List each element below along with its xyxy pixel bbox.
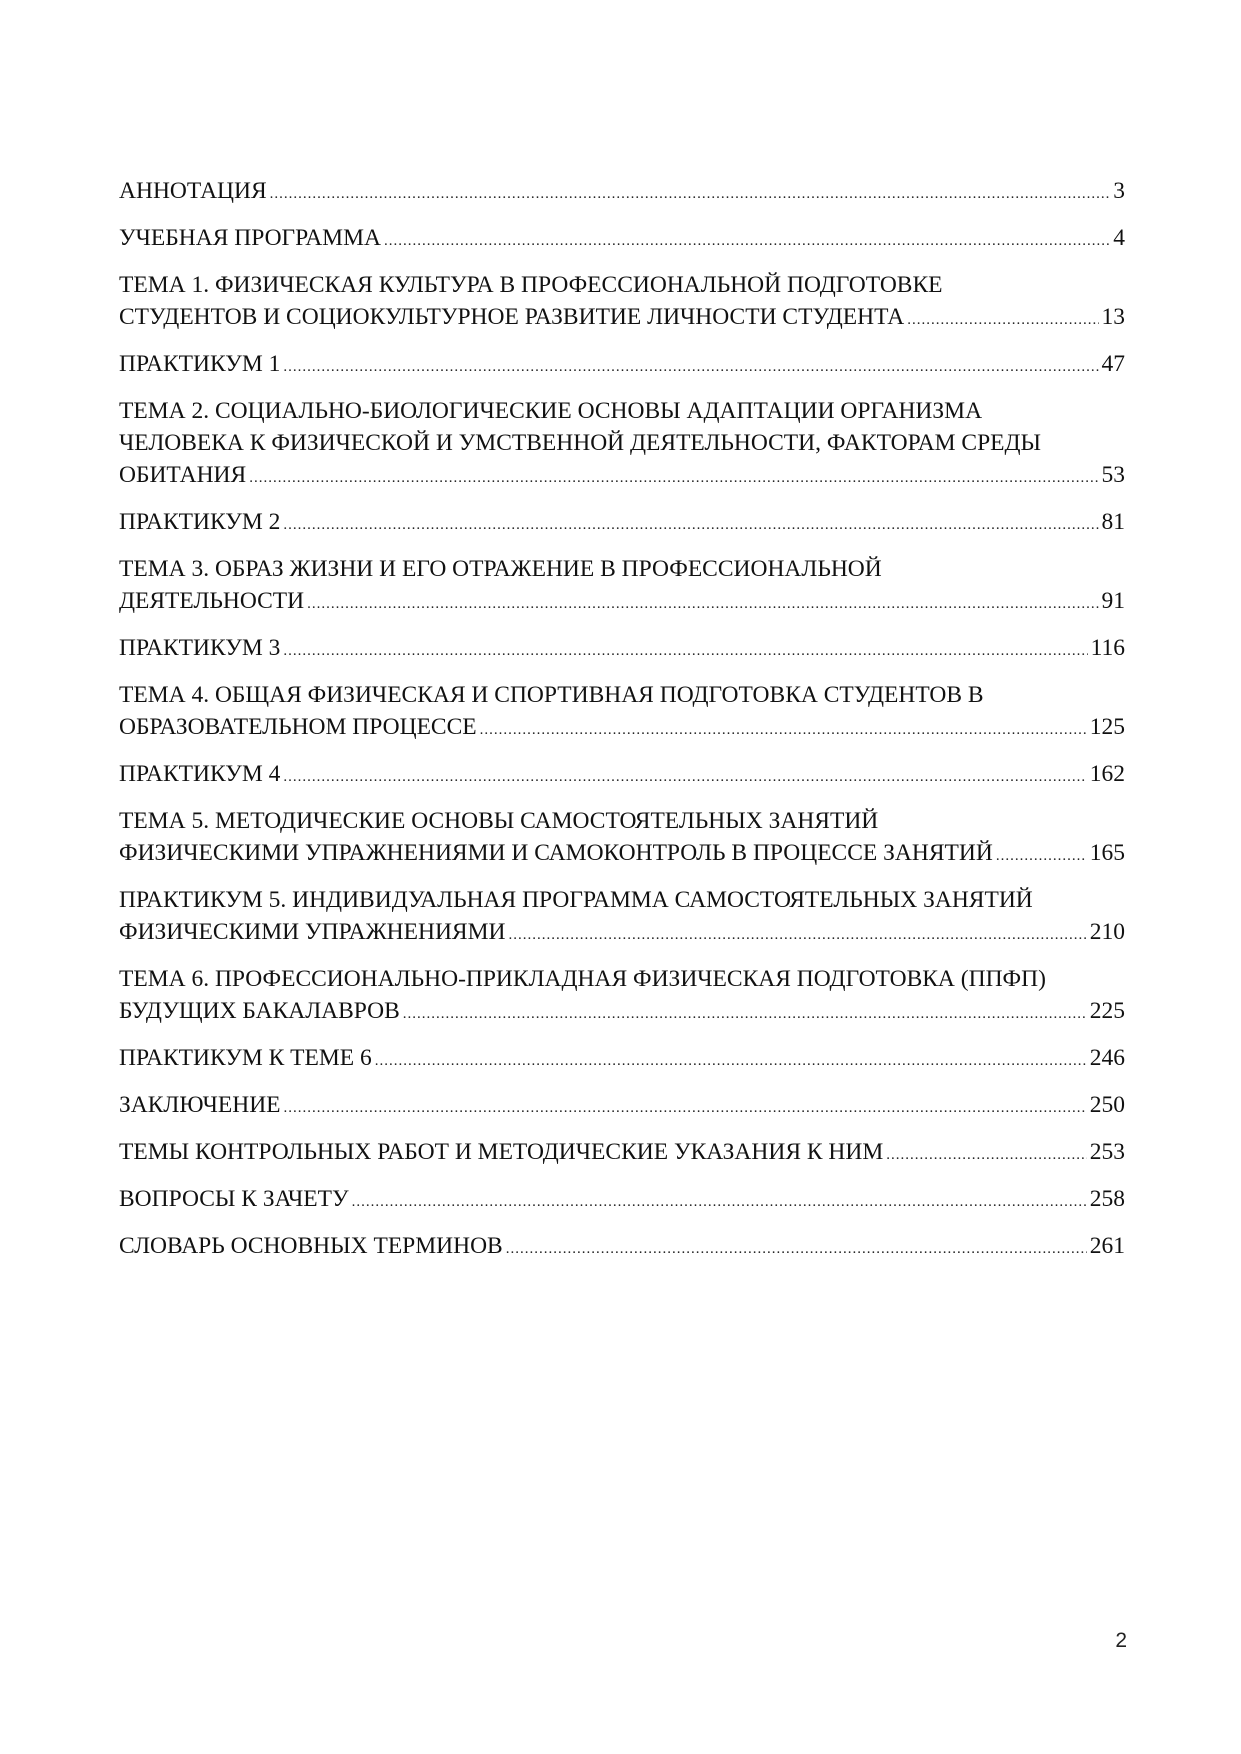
toc-entry-last-line bbox=[119, 1089, 1125, 1124]
toc-entry-last-line bbox=[119, 1230, 1125, 1265]
toc-entry[interactable] bbox=[119, 222, 1125, 257]
table-of-contents bbox=[119, 175, 1125, 1277]
toc-entry-title-line: ТЕМА 6. ПРОФЕССИОНАЛЬНО-ПРИКЛАДНАЯ ФИЗИЧЕСКАЯ ПОДГОТОВКА (ППФП) bbox=[119, 966, 1046, 992]
toc-entry-title: СТУДЕНТОВ И СОЦИОКУЛЬТУРНОЕ РАЗВИТИЕ ЛИЧНОСТИ СТУДЕНТА bbox=[119, 304, 905, 330]
toc-entry-title-line: ТЕМА 5. МЕТОДИЧЕСКИЕ ОСНОВЫ САМОСТОЯТЕЛЬНЫХ ЗАНЯТИЙ bbox=[119, 808, 879, 834]
toc-entry-page-number: 3 bbox=[1113, 178, 1125, 204]
toc-entry-title: ДЕЯТЕЛЬНОСТИ bbox=[119, 588, 305, 614]
toc-entry-title: УЧЕБНАЯ ПРОГРАММА bbox=[119, 225, 381, 251]
toc-entry-last-line bbox=[119, 837, 1125, 872]
toc-entry-title: ФИЗИЧЕСКИМИ УПРАЖНЕНИЯМИ bbox=[119, 919, 506, 945]
toc-entry-page-number: 47 bbox=[1101, 351, 1125, 377]
toc-entry-last-line bbox=[119, 459, 1125, 494]
toc-entry-title-line: ТЕМА 4. ОБЩАЯ ФИЗИЧЕСКАЯ И СПОРТИВНАЯ ПОДГОТОВКА СТУДЕНТОВ В bbox=[119, 682, 984, 708]
toc-entry-title: ПРАКТИКУМ 2 bbox=[119, 509, 281, 535]
toc-entry[interactable] bbox=[119, 269, 1125, 336]
toc-entry-page-number: 81 bbox=[1101, 509, 1125, 535]
toc-entry-last-line bbox=[119, 1042, 1125, 1077]
toc-entry[interactable] bbox=[119, 506, 1125, 541]
toc-entry[interactable] bbox=[119, 805, 1125, 872]
dot-leader bbox=[506, 1233, 1087, 1265]
toc-entry[interactable] bbox=[119, 884, 1125, 951]
toc-entry[interactable] bbox=[119, 175, 1125, 210]
toc-entry[interactable] bbox=[119, 632, 1125, 667]
toc-entry-page-number: 4 bbox=[1113, 225, 1125, 251]
toc-entry-page-number: 91 bbox=[1101, 588, 1125, 614]
toc-entry[interactable] bbox=[119, 1136, 1125, 1171]
dot-leader bbox=[283, 761, 1086, 793]
toc-entry-title: ФИЗИЧЕСКИМИ УПРАЖНЕНИЯМИ И САМОКОНТРОЛЬ В ПРОЦЕССЕ ЗАНЯТИЙ bbox=[119, 840, 993, 866]
toc-entry[interactable] bbox=[119, 963, 1125, 1030]
toc-entry-last-line bbox=[119, 175, 1125, 210]
toc-entry-title-line: ЧЕЛОВЕКА К ФИЗИЧЕСКОЙ И УМСТВЕННОЙ ДЕЯТЕЛЬНОСТИ, ФАКТОРАМ СРЕДЫ bbox=[119, 430, 1042, 456]
toc-entry-title-line: ПРАКТИКУМ 5. ИНДИВИДУАЛЬНАЯ ПРОГРАММА САМОСТОЯТЕЛЬНЫХ ЗАНЯТИЙ bbox=[119, 887, 1033, 913]
toc-entry-page-number: 53 bbox=[1101, 462, 1125, 488]
toc-entry-page-number: 162 bbox=[1089, 761, 1125, 787]
toc-entry[interactable] bbox=[119, 395, 1125, 494]
toc-entry[interactable] bbox=[119, 1042, 1125, 1077]
dot-leader bbox=[403, 998, 1087, 1030]
toc-entry[interactable] bbox=[119, 553, 1125, 620]
dot-leader bbox=[384, 225, 1110, 257]
toc-entry-page-number: 165 bbox=[1089, 840, 1125, 866]
toc-entry-title: ЗАКЛЮЧЕНИЕ bbox=[119, 1092, 281, 1118]
toc-entry-last-line bbox=[119, 1183, 1125, 1218]
dot-leader bbox=[283, 351, 1098, 383]
toc-entry-title: ПРАКТИКУМ 3 bbox=[119, 635, 281, 661]
dot-leader bbox=[352, 1186, 1087, 1218]
dot-leader bbox=[907, 304, 1098, 336]
toc-entry-page-number: 253 bbox=[1089, 1139, 1125, 1165]
toc-entry-title-line: ТЕМА 2. СОЦИАЛЬНО-БИОЛОГИЧЕСКИЕ ОСНОВЫ АДАПТАЦИИ ОРГАНИЗМА bbox=[119, 398, 983, 424]
dot-leader bbox=[283, 509, 1098, 541]
toc-entry-last-line bbox=[119, 916, 1125, 951]
toc-entry-title: БУДУЩИХ БАКАЛАВРОВ bbox=[119, 998, 400, 1024]
toc-entry-last-line bbox=[119, 301, 1125, 336]
toc-entry-title: ПРАКТИКУМ 4 bbox=[119, 761, 281, 787]
toc-entry[interactable] bbox=[119, 1089, 1125, 1124]
toc-entry-title: СЛОВАРЬ ОСНОВНЫХ ТЕРМИНОВ bbox=[119, 1233, 503, 1259]
toc-entry-last-line bbox=[119, 222, 1125, 257]
toc-entry-title: ОБИТАНИЯ bbox=[119, 462, 247, 488]
toc-entry-title: ПРАКТИКУМ 1 bbox=[119, 351, 281, 377]
toc-entry-title: АННОТАЦИЯ bbox=[119, 178, 267, 204]
toc-entry-page-number: 210 bbox=[1089, 919, 1125, 945]
toc-entry-page-number: 250 bbox=[1089, 1092, 1125, 1118]
toc-entry-last-line bbox=[119, 585, 1125, 620]
toc-entry-page-number: 246 bbox=[1089, 1045, 1125, 1071]
toc-entry-last-line bbox=[119, 758, 1125, 793]
toc-entry-page-number: 261 bbox=[1089, 1233, 1125, 1259]
toc-entry-title: ВОПРОСЫ К ЗАЧЕТУ bbox=[119, 1186, 349, 1212]
toc-entry-last-line bbox=[119, 348, 1125, 383]
dot-leader bbox=[283, 635, 1087, 667]
toc-entry-last-line bbox=[119, 1136, 1125, 1171]
toc-entry-title: ТЕМЫ КОНТРОЛЬНЫХ РАБОТ И МЕТОДИЧЕСКИЕ УКАЗАНИЯ К НИМ bbox=[119, 1139, 884, 1165]
toc-entry-last-line bbox=[119, 711, 1125, 746]
toc-entry-title: ОБРАЗОВАТЕЛЬНОМ ПРОЦЕССЕ bbox=[119, 714, 477, 740]
toc-entry[interactable] bbox=[119, 758, 1125, 793]
toc-entry-last-line bbox=[119, 506, 1125, 541]
toc-entry-page-number: 13 bbox=[1101, 304, 1125, 330]
toc-entry[interactable] bbox=[119, 679, 1125, 746]
toc-entry-page-number: 116 bbox=[1090, 635, 1125, 661]
toc-entry[interactable] bbox=[119, 1183, 1125, 1218]
dot-leader bbox=[996, 840, 1087, 872]
footer-page-number: 2 bbox=[1115, 1629, 1127, 1652]
toc-entry-last-line bbox=[119, 632, 1125, 667]
toc-entry-page-number: 125 bbox=[1089, 714, 1125, 740]
toc-entry-title-line: ТЕМА 3. ОБРАЗ ЖИЗНИ И ЕГО ОТРАЖЕНИЕ В ПРОФЕССИОНАЛЬНОЙ bbox=[119, 556, 882, 582]
toc-entry-title: ПРАКТИКУМ К ТЕМЕ 6 bbox=[119, 1045, 372, 1071]
dot-leader bbox=[886, 1139, 1086, 1171]
toc-entry[interactable] bbox=[119, 1230, 1125, 1265]
dot-leader bbox=[270, 178, 1111, 210]
dot-leader bbox=[249, 462, 1098, 494]
toc-entry-page-number: 225 bbox=[1089, 998, 1125, 1024]
toc-entry-last-line bbox=[119, 995, 1125, 1030]
dot-leader bbox=[508, 919, 1086, 951]
dot-leader bbox=[480, 714, 1087, 746]
dot-leader bbox=[375, 1045, 1087, 1077]
toc-entry-page-number: 258 bbox=[1089, 1186, 1125, 1212]
dot-leader bbox=[307, 588, 1098, 620]
dot-leader bbox=[284, 1092, 1087, 1124]
toc-entry[interactable] bbox=[119, 348, 1125, 383]
toc-entry-title-line: ТЕМА 1. ФИЗИЧЕСКАЯ КУЛЬТУРА В ПРОФЕССИОНАЛЬНОЙ ПОДГОТОВКЕ bbox=[119, 272, 943, 298]
